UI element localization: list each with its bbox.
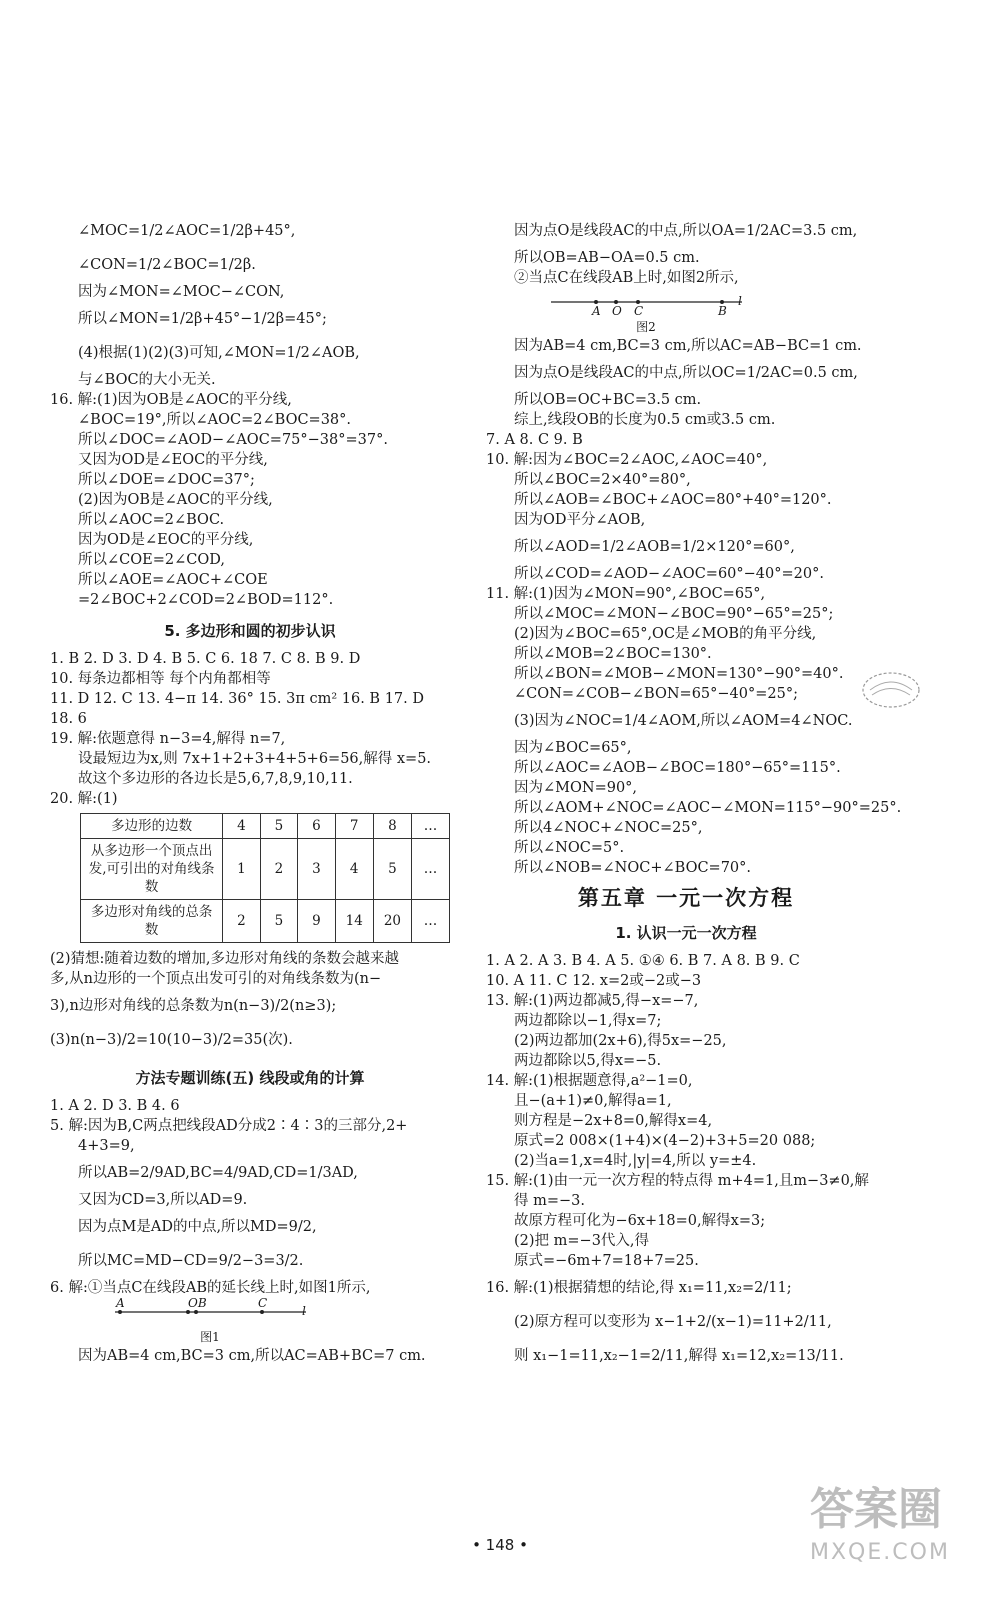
problem-start: 14. 解:(1)根据题意得,a²−1=0, — [486, 1073, 693, 1089]
table-row — [81, 814, 450, 839]
solution-line: 原式=−6m+7=18+7=25. — [514, 1253, 699, 1269]
watermark-url: MXQE.COM — [810, 1540, 950, 1565]
solution-line: 所以4∠NOC+∠NOC=25°, — [514, 820, 703, 836]
page-number: • 148 • — [472, 1536, 528, 1554]
stamp-graphic — [860, 668, 922, 712]
problem-start: 6. 解:①当点C在线段AB的延长线上时,如图1所示, — [50, 1280, 371, 1296]
solution-line: 所以OB=AB−OA=0.5 cm. — [514, 250, 700, 266]
solution-line: 因为点O是线段AC的中点,所以OA=1/2AC=3.5 cm, — [514, 223, 858, 239]
solution-line: 所以∠AOM+∠NOC=∠AOC−∠MON=115°−90°=25°. — [514, 800, 902, 816]
solution-line: 所以OB=OC+BC=3.5 cm. — [514, 392, 702, 408]
table-cell: 2 — [260, 839, 297, 900]
solution-line: 4+3=9, — [78, 1138, 135, 1154]
solution-line: 则 x₁−1=11,x₂−1=2/11,解得 x₁=12,x₂=13/11. — [514, 1348, 844, 1364]
problem-start: 16. 解:(1)根据猜想的结论,得 x₁=11,x₂=2/11; — [486, 1280, 792, 1296]
problem-start: 11. 解:(1)因为∠MON=90°,∠BOC=65°, — [486, 586, 766, 602]
watermark — [810, 1480, 990, 1590]
table-row — [81, 900, 450, 943]
table-cell: 4 — [223, 814, 260, 839]
solution-line: 两边都除以5,得x=−5. — [514, 1053, 662, 1069]
solution-line: ∠CON=∠COB−∠BON=65°−40°=25°; — [514, 686, 798, 702]
table-cell: 4 — [335, 839, 373, 900]
point-label: OB — [188, 1296, 207, 1310]
answer-line: 多,从n边形的一个顶点出发可引的对角线条数为(n− — [50, 971, 382, 987]
right-column — [486, 214, 902, 1373]
row-header: 多边形对角线的总条数 — [81, 900, 223, 943]
point-label: A — [116, 1296, 125, 1310]
table-cell: … — [412, 814, 450, 839]
solution-line: (2)因为OB是∠AOC的平分线, — [78, 492, 273, 508]
answer-line: 1. A 2. A 3. B 4. A 5. ①④ 6. B 7. A 8. B 9. C — [486, 953, 800, 969]
solution-line: 所以∠MOB=2∠BOC=130°. — [514, 646, 712, 662]
solution-line: 原式=2 008×(1+4)×(4−2)+3+5=20 088; — [514, 1133, 816, 1149]
section-heading: 1. 认识一元一次方程 — [615, 924, 757, 942]
solution-line: ∠CON=1/2∠BOC=1/2β. — [78, 257, 256, 273]
point-label: A — [592, 304, 601, 318]
point-label: O — [612, 304, 622, 318]
solution-line: 所以∠BOC=2×40°=80°, — [514, 472, 691, 488]
problem-start: 10. 解:因为∠BOC=2∠AOC,∠AOC=40°, — [486, 452, 768, 468]
solution-line: (2)当a=1,x=4时,|y|=4,所以 y=±4. — [514, 1153, 757, 1169]
solution-line: 所以∠COE=2∠COD, — [78, 552, 225, 568]
solution-line: 所以∠MON=1/2β+45°−1/2β=45°; — [78, 311, 327, 327]
solution-line: (2)因为∠BOC=65°,OC是∠MOB的角平分线, — [514, 626, 817, 642]
solution-line: ∠MOC=1/2∠AOC=1/2β+45°, — [78, 223, 296, 239]
solution-line: 所以∠NOC=5°. — [514, 840, 625, 856]
row-header: 多边形的边数 — [81, 814, 223, 839]
point-label: C — [258, 1296, 268, 1310]
solution-line: =2∠BOC+2∠COD=2∠BOD=112°. — [78, 592, 334, 608]
table-cell: 20 — [373, 900, 411, 943]
answer-line: 1. A 2. D 3. B 4. 6 — [50, 1098, 180, 1114]
problem-start: 19. 解:依题意得 n−3=4,解得 n=7, — [50, 731, 286, 747]
solution-line: (2)原方程可以变形为 x−1+2/(x−1)=11+2/11, — [514, 1314, 832, 1330]
solution-line: 则方程是−2x+8=0,解得x=4, — [514, 1113, 713, 1129]
left-column — [50, 214, 450, 1366]
answer-line: 10. A 11. C 12. x=2或−2或−3 — [486, 973, 702, 989]
answer-line: 7. A 8. C 9. B — [486, 432, 583, 448]
solution-line: 所以∠AOD=1/2∠AOB=1/2×120°=60°, — [514, 539, 795, 555]
answer-line: 1. B 2. D 3. D 4. B 5. C 6. 18 7. C 8. B 9. D — [50, 651, 361, 667]
answer-line: 11. D 12. C 13. 4−π 14. 36° 15. 3π cm² 16. B 17. D — [50, 691, 424, 707]
solution-line: 且−(a+1)≠0,解得a=1, — [514, 1093, 672, 1109]
table-cell: 5 — [260, 814, 297, 839]
solution-line: 所以∠DOC=∠AOD−∠AOC=75°−38°=37°. — [78, 432, 388, 448]
problem-start: 5. 解:因为B,C两点把线段AD分成2∶4∶3的三部分,2+ — [50, 1118, 408, 1134]
solution-line: 设最短边为x,则 7x+1+2+3+4+5+6=56,解得 x=5. — [78, 751, 432, 767]
table-cell: 1 — [223, 839, 260, 900]
problem-start: 20. 解:(1) — [50, 791, 118, 807]
section-heading: 方法专题训练(五) 线段或角的计算 — [135, 1069, 365, 1087]
line-figure-2 — [546, 290, 866, 334]
solution-line: 所以∠AOB=∠BOC+∠AOC=80°+40°=120°. — [514, 492, 832, 508]
section-heading: 5. 多边形和圆的初步认识 — [164, 622, 336, 640]
solution-line: (4)根据(1)(2)(3)可知,∠MON=1/2∠AOB, — [78, 345, 360, 361]
answer-line: 10. 每条边都相等 每个内角都相等 — [50, 671, 271, 687]
solution-line: 因为AB=4 cm,BC=3 cm,所以AC=AB−BC=1 cm. — [514, 338, 862, 354]
point-label: l — [738, 294, 742, 308]
point-label: l — [302, 1304, 306, 1318]
solution-line: 与∠BOC的大小无关. — [78, 372, 216, 388]
solution-line: ∠BOC=19°,所以∠AOC=2∠BOC=38°. — [78, 412, 352, 428]
solution-line: 因为点M是AD的中点,所以MD=9/2, — [78, 1219, 317, 1235]
solution-line: 因为∠BOC=65°, — [514, 740, 632, 756]
solution-line: 得 m=−3. — [514, 1193, 585, 1209]
solution-line: 因为∠MON=90°, — [514, 780, 638, 796]
line-figure-1 — [110, 1296, 430, 1344]
solution-line: 故这个多边形的各边长是5,6,7,8,9,10,11. — [78, 771, 353, 787]
figure-caption: 图2 — [636, 320, 656, 334]
solution-line: 因为OD是∠EOC的平分线, — [78, 532, 254, 548]
table-cell: 6 — [298, 814, 335, 839]
solution-line: 所以AB=2/9AD,BC=4/9AD,CD=1/3AD, — [78, 1165, 358, 1181]
polygon-diagonal-table — [80, 813, 450, 943]
table-cell: … — [412, 839, 450, 900]
table-cell: 9 — [298, 900, 335, 943]
solution-line: 因为AB=4 cm,BC=3 cm,所以AC=AB+BC=7 cm. — [78, 1348, 426, 1364]
table-cell: 3 — [298, 839, 335, 900]
answer-line: 18. 6 — [50, 711, 87, 727]
table-cell: 5 — [260, 900, 297, 943]
watermark-logo: 答案圈 — [810, 1484, 942, 1535]
point-label: B — [718, 304, 727, 318]
solution-line: 所以∠AOE=∠AOC+∠COE — [78, 572, 268, 588]
answer-line: 3),n边形对角线的总条数为n(n−3)/2(n≥3); — [50, 998, 337, 1014]
solution-line: 所以∠AOC=2∠BOC. — [78, 512, 225, 528]
figure-caption: 图1 — [200, 1330, 220, 1344]
problem-start: 16. 解:(1)因为OB是∠AOC的平分线, — [50, 392, 292, 408]
table-cell: 14 — [335, 900, 373, 943]
solution-line: 所以∠MOC=∠MON−∠BOC=90°−65°=25°; — [514, 606, 834, 622]
solution-line: (2)把 m=−3代入,得 — [514, 1233, 650, 1249]
solution-line: 因为点O是线段AC的中点,所以OC=1/2AC=0.5 cm, — [514, 365, 858, 381]
chapter-title: 第五章 一元一次方程 — [577, 886, 795, 910]
solution-line: (2)两边都加(2x+6),得5x=−25, — [514, 1033, 727, 1049]
solution-line: 所以∠DOE=∠DOC=37°; — [78, 472, 255, 488]
answer-line: (3)n(n−3)/2=10(10−3)/2=35(次). — [50, 1032, 293, 1048]
solution-line: 所以MC=MD−CD=9/2−3=3/2. — [78, 1253, 304, 1269]
solution-line: 所以∠BON=∠MOB−∠MON=130°−90°=40°. — [514, 666, 844, 682]
table-cell: 7 — [335, 814, 373, 839]
table-cell: … — [412, 900, 450, 943]
solution-line: 所以∠NOB=∠NOC+∠BOC=70°. — [514, 860, 752, 876]
problem-start: 13. 解:(1)两边都减5,得−x=−7, — [486, 993, 699, 1009]
table-cell: 8 — [373, 814, 411, 839]
solution-line: ②当点C在线段AB上时,如图2所示, — [514, 270, 739, 286]
solution-line: 两边都除以−1,得x=7; — [514, 1013, 662, 1029]
table-cell: 2 — [223, 900, 260, 943]
point-label: C — [634, 304, 644, 318]
problem-start: 15. 解:(1)由一元一次方程的特点得 m+4=1,且m−3≠0,解 — [486, 1173, 869, 1189]
answer-line: (2)猜想:随着边数的增加,多边形对角线的条数会越来越 — [50, 951, 400, 967]
solution-line: 因为∠MON=∠MOC−∠CON, — [78, 284, 285, 300]
table-cell: 5 — [373, 839, 411, 900]
solution-line: (3)因为∠NOC=1/4∠AOM,所以∠AOM=4∠NOC. — [514, 713, 853, 729]
solution-line: 所以∠AOC=∠AOB−∠BOC=180°−65°=115°. — [514, 760, 841, 776]
solution-line: 故原方程可化为−6x+18=0,解得x=3; — [514, 1213, 766, 1229]
row-header: 从多边形一个顶点出发,可引出的对角线条数 — [81, 839, 223, 900]
solution-line: 因为OD平分∠AOB, — [514, 512, 646, 528]
table-row — [81, 839, 450, 900]
solution-line: 又因为CD=3,所以AD=9. — [78, 1192, 248, 1208]
solution-line: 综上,线段OB的长度为0.5 cm或3.5 cm. — [514, 412, 776, 428]
solution-line: 又因为OD是∠EOC的平分线, — [78, 452, 268, 468]
solution-line: 所以∠COD=∠AOD−∠AOC=60°−40°=20°. — [514, 566, 824, 582]
